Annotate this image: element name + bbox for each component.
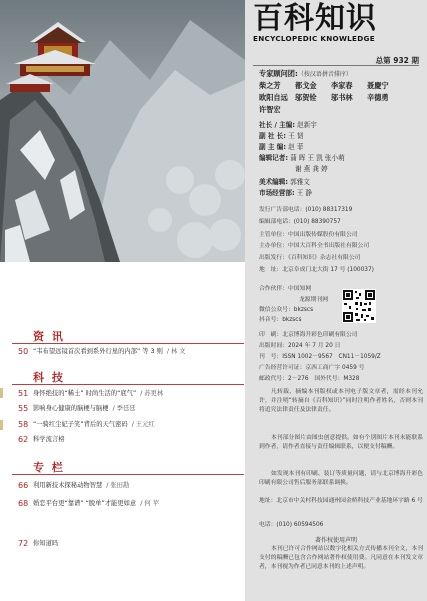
snowy-mountain-temple-illustration bbox=[0, 0, 245, 262]
advisor-name: 李家春 bbox=[331, 81, 353, 90]
pub-info-line: 主办单位：中国大百科全书出版社有限公司 bbox=[259, 243, 370, 249]
imprint-panel bbox=[245, 0, 427, 601]
toc-item-title: 影响身心健康的脑梗与脑梗 / 季廷廷 bbox=[33, 405, 136, 412]
advisors-label: 专家顾问团: bbox=[259, 69, 298, 78]
douyin-account: 抖音号：bkzscs bbox=[259, 317, 302, 323]
staff-line: 社长 / 主编: 赵新宇 bbox=[259, 121, 317, 129]
advisors-note: （按汉语拼音排序） bbox=[297, 71, 352, 78]
toc-item[interactable] bbox=[0, 418, 245, 432]
section-divider bbox=[12, 343, 244, 344]
advisor-name: 邬书林 bbox=[331, 93, 353, 102]
staff-line: 副 主 编: 赵 菲 bbox=[259, 143, 304, 151]
section-divider bbox=[12, 474, 244, 475]
staff-line: 谢 燕 龚 婷 bbox=[295, 165, 328, 173]
toc-page-number: 58 bbox=[18, 420, 29, 429]
pub-info-line: 主管单位：中国出版传媒股份有限公司 bbox=[259, 232, 358, 238]
staff-line: 市场经营部: 王 静 bbox=[259, 189, 313, 197]
pub-info-line: 地 址：北京阜成门北大街 17 号 (100037) bbox=[259, 267, 374, 273]
pub-info-line: 发行广告部电话：(010) 88317319 bbox=[259, 207, 353, 213]
advisors-row bbox=[259, 93, 403, 103]
toc-page-number: 66 bbox=[18, 481, 29, 490]
magazine-title-en: ENCYCLOPEDIC KNOWLEDGE bbox=[253, 34, 375, 43]
toc-item-title: “一骑红尘妃子笑”背后的天气密码 / 王元红 bbox=[33, 421, 155, 428]
toc-section-title: 科 技 bbox=[33, 371, 65, 384]
cover-photo bbox=[0, 0, 245, 262]
pub-info-line: 编辑部电话：(010) 88390757 bbox=[259, 219, 341, 225]
copyright-statement-title: 著作权使用声明 bbox=[314, 537, 357, 544]
print-info-line: 出版时间：2024 年 7 月 20 日 bbox=[259, 343, 341, 349]
magazine-title: 百科知识 bbox=[253, 1, 377, 36]
toc-page-number: 72 bbox=[18, 539, 29, 548]
advisor-name: 邬贺铨 bbox=[295, 93, 317, 102]
toc-section-title: 资 讯 bbox=[33, 330, 65, 343]
toc-item-title: 你知道吗 bbox=[33, 540, 59, 547]
toc-page-number: 51 bbox=[18, 389, 29, 398]
quality-notice: 如发现本刊有印刷、装订等质量问题，请与北京博海升彩色印刷有限公司售后服务部联系调换。 bbox=[259, 471, 423, 487]
toc-page-number: 62 bbox=[18, 435, 29, 444]
toc-item[interactable] bbox=[0, 402, 245, 416]
reprint-notice: 凡转载、摘编本刊版权或本刊电子版文章者，需经本刊允许，并注明“转摘自《百科知识》”同时注明作者姓名，否则本刊将追究法律责任及法律责任。 bbox=[259, 389, 423, 414]
toc-item[interactable] bbox=[0, 433, 245, 447]
staff-line: 美术编辑: 郭雅文 bbox=[259, 178, 310, 186]
staff-line: 编辑记者: 蒲 晖 王 凯 张小萌 bbox=[259, 154, 345, 162]
toc-item[interactable] bbox=[0, 497, 245, 511]
printer-address: 地址：北京市中关村科技园通州园金桥科技产业基地环宇路 6 号 bbox=[259, 498, 423, 504]
toc-item-title: 科学流言榜 bbox=[33, 436, 65, 443]
advisor-name: 许智宏 bbox=[259, 105, 281, 114]
partners-line2: 龙源期刊网 bbox=[299, 297, 328, 303]
toc-item[interactable] bbox=[0, 387, 245, 401]
advisor-name: 柴之芳 bbox=[259, 81, 281, 90]
print-info-line: 刊 号：ISSN 1002－9567 CN11－1059/Z bbox=[259, 354, 381, 360]
staff-line: 副 社 长: 王 韧 bbox=[259, 132, 304, 140]
advisor-name: 都戈金 bbox=[295, 81, 317, 90]
toc-item[interactable] bbox=[0, 537, 245, 551]
advisors-row bbox=[259, 105, 295, 115]
advisors-label-row bbox=[259, 69, 352, 79]
copyright-statement-body: 本刊已许可合作网站以数字化相关方式传播本刊全文，本刊支付的稿酬已包含合作网站著作权使用费。凡同意在本刊发文章者，本刊视为作者已同意本刊的上述声明。 bbox=[259, 546, 423, 571]
toc-item[interactable] bbox=[0, 479, 245, 493]
advisors-row bbox=[259, 81, 403, 91]
toc-item-title: 身怀绝技的“稀土” 时尚生活的“底气” / 苏更林 bbox=[33, 390, 164, 397]
toc-item-title: 婚恋平台更“靠谱” “脱单”才能更如意 / 何 苹 bbox=[33, 500, 159, 507]
toc-page-number: 68 bbox=[18, 499, 29, 508]
section-divider bbox=[12, 384, 244, 385]
toc-item-title: “韦布望远镜首次看到系外行星的内部” 等 3 则 / 林 文 bbox=[33, 348, 186, 355]
pub-info-line: 出版发行：《百科知识》杂志社有限公司 bbox=[259, 255, 361, 261]
issue-number: 总第 932 期 bbox=[375, 56, 419, 65]
qr-code-icon[interactable] bbox=[342, 289, 376, 323]
print-info-line: 广告经营许可证：京西工商广字 0459 号 bbox=[259, 365, 365, 371]
partners-label: 合作伙伴：中国知网 bbox=[259, 286, 312, 292]
wechat-account: 微信公众号：bkzscs bbox=[259, 307, 314, 313]
advisor-name: 欧阳自远 bbox=[259, 93, 288, 102]
print-info-line: 印 刷：北京博海升彩色印刷有限公司 bbox=[259, 332, 358, 338]
toc-page-number: 50 bbox=[18, 347, 29, 356]
print-info-line: 邮政代号：2－276 国外代号：M328 bbox=[259, 376, 360, 382]
printer-phone: 电话：(010) 60594506 bbox=[259, 522, 324, 528]
toc-page-number: 55 bbox=[18, 404, 29, 413]
advisor-name: 辛德勇 bbox=[367, 93, 389, 102]
toc-section-title: 专 栏 bbox=[33, 461, 65, 474]
toc-item[interactable] bbox=[0, 345, 245, 359]
masthead-divider bbox=[253, 65, 419, 66]
image-credit-notice: 本刊部分图片由图虫创意提供。如有个别图片本刊未能联系到作者，请作者直接与责任编辑联系，以便支付稿酬。 bbox=[259, 435, 423, 451]
masthead bbox=[253, 2, 377, 43]
advisor-name: 聂慶宁 bbox=[367, 81, 389, 90]
toc-item-title: 利用新技术探秘动物智慧 / 张田勘 bbox=[33, 482, 130, 489]
